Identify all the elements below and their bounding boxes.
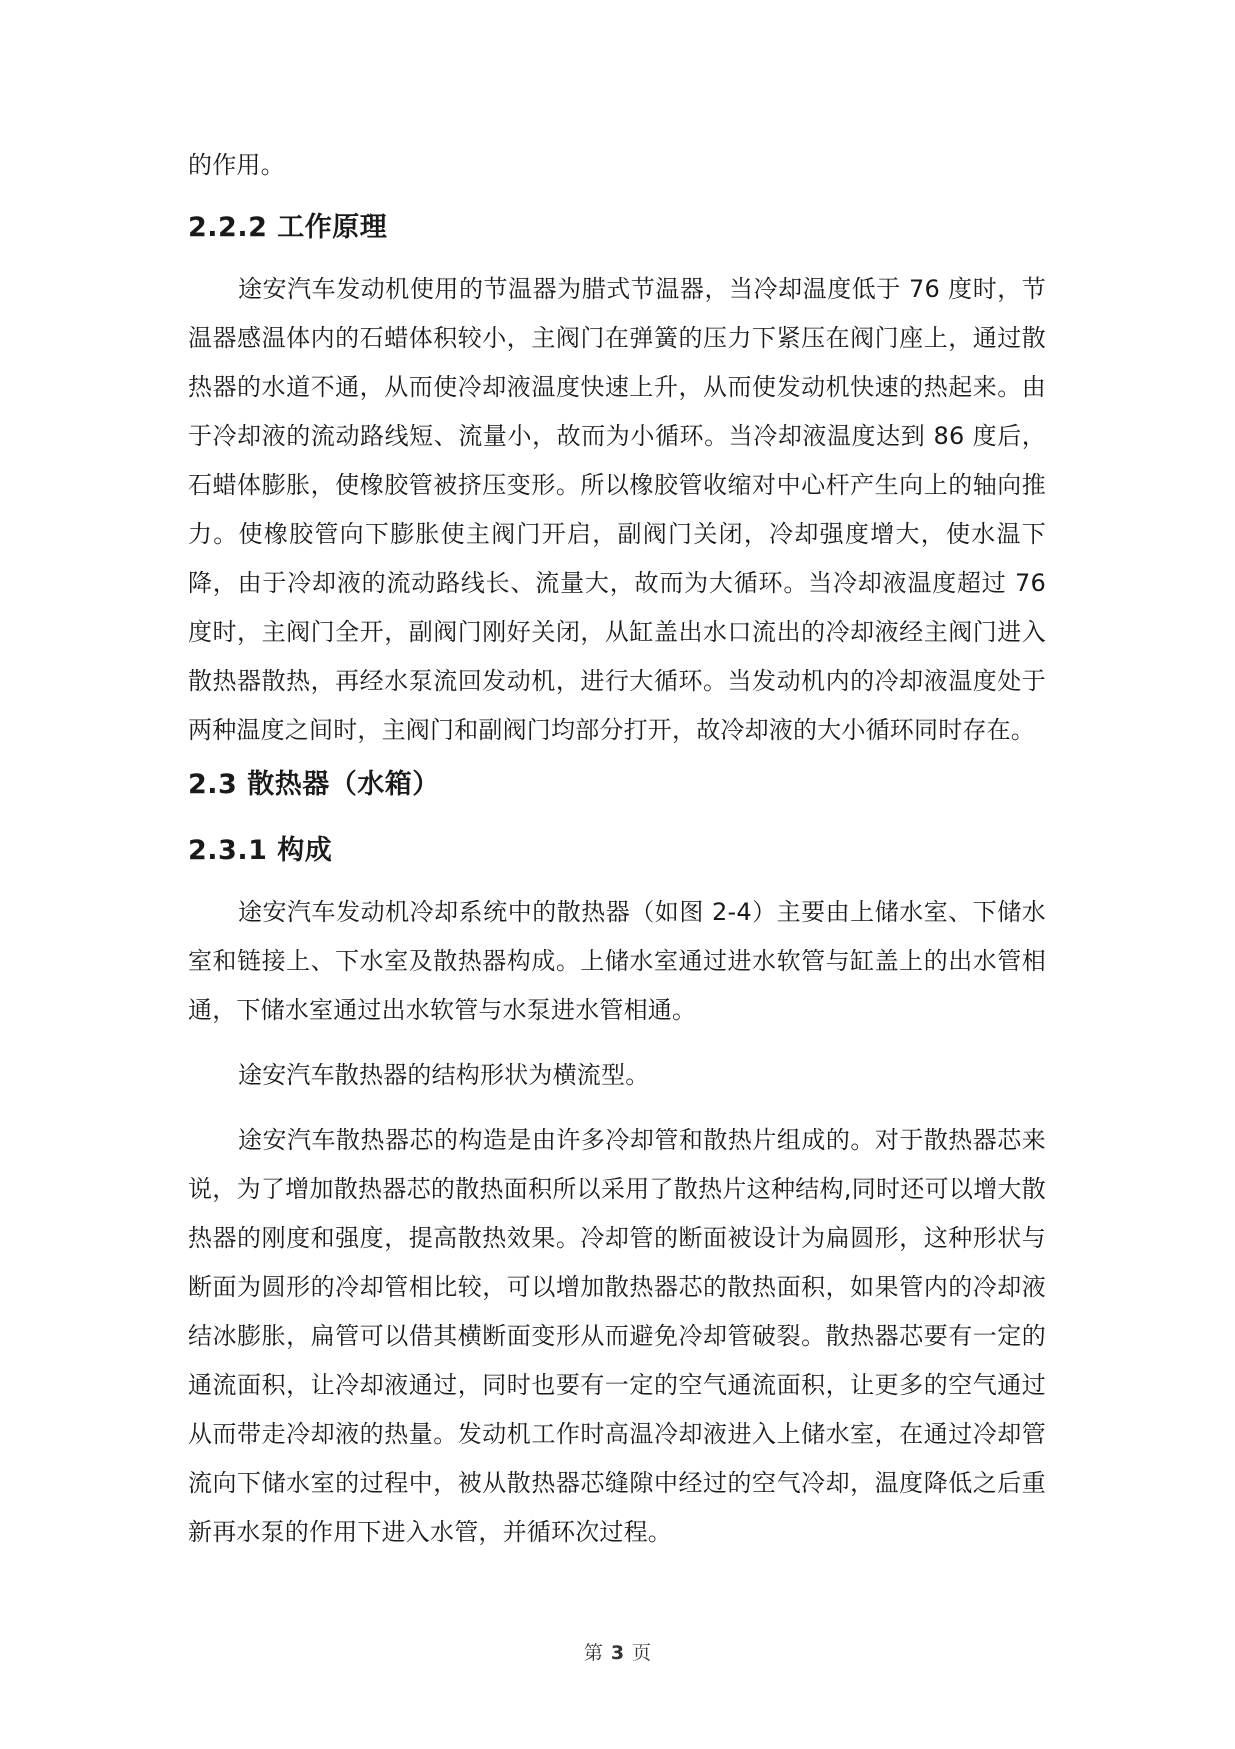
paragraph-radiator-core: 途安汽车散热器芯的构造是由许多冷却管和散热片组成的。对于散热器芯来说，为了增加散热器芯的散热面积所以采用了散热片这种结构,同时还可以增大散热器的刚度和强度，提高散热效果。冷却管的断面被设计为扁圆形，这种形状与断面为圆形的冷却管相比较，可以增加散热器芯的散热面积，如果管内的冷却液结冰膨胀，扁管可以借其横断面变形从而避免冷却管破裂。散热器芯要有一定的通流面积，让冷却液通过，同时也要有一定的空气通流面积，让更多的空气通过从而带走冷却液的热量。发动机工作时高温冷却液进入上储水室，在通过冷却管流向下储水室的过程中，被从散热器芯缝隙中经过的空气冷却，温度降低之后重新再水泵的作用下进入水管，并循环次过程。 [188,1126,1046,1546]
section-heading-2-3: 2.3 散热器（水箱） [188,769,440,800]
continuation-text: 的作用。 [188,151,285,179]
document-body [188,141,1046,1557]
footer-suffix: 页 [632,1642,652,1664]
footer-prefix: 第 [583,1642,603,1664]
paragraph-radiator-shape: 途安汽车散热器的结构形状为横流型。 [238,1061,650,1089]
section-heading-2-2-2: 2.2.2 工作原理 [188,212,388,243]
paragraph-working-principle: 途安汽车发动机使用的节温器为腊式节温器，当冷却温度低于 76 度时，节温器感温体内的石蜡体积较小，主阀门在弹簧的压力下紧压在阀门座上，通过散热器的水道不通，从而使冷却液温度快速上升，从而使发动机快速的热起来。由于冷却液的流动路线短、流量小，故而为小循环。当冷却液温度达到 86 度后，石蜡体膨胀，使橡胶管被挤压变形。所以橡胶管收缩对中心杆产生向上的轴向推力。使橡胶管向下膨胀使主阀门开启，副阀门关闭，冷却强度增大，使水温下降，由于冷却液的流动路线长、流量大，故而为大循环。当冷却液温度超过 76 度时，主阀门全开，副阀门刚好关闭，从缸盖出水口流出的冷却液经主阀门进入散热器散热，再经水泵流回发动机，进行大循环。当发动机内的冷却液温度处于两种温度之间时，主阀门和副阀门均部分打开，故冷却液的大小循环同时存在。 [188,275,1046,744]
paragraph-radiator-composition: 途安汽车发动机冷却系统中的散热器（如图 2-4）主要由上储水室、下储水室和链接上、下水室及散热器构成。上储水室通过进水软管与缸盖上的出水管相通，下储水室通过出水软管与水泵进水管相通。 [188,898,1046,1024]
page-number: 3 [610,1642,625,1664]
section-heading-2-3-1: 2.3.1 构成 [188,835,333,866]
page-footer [0,1638,1235,1665]
